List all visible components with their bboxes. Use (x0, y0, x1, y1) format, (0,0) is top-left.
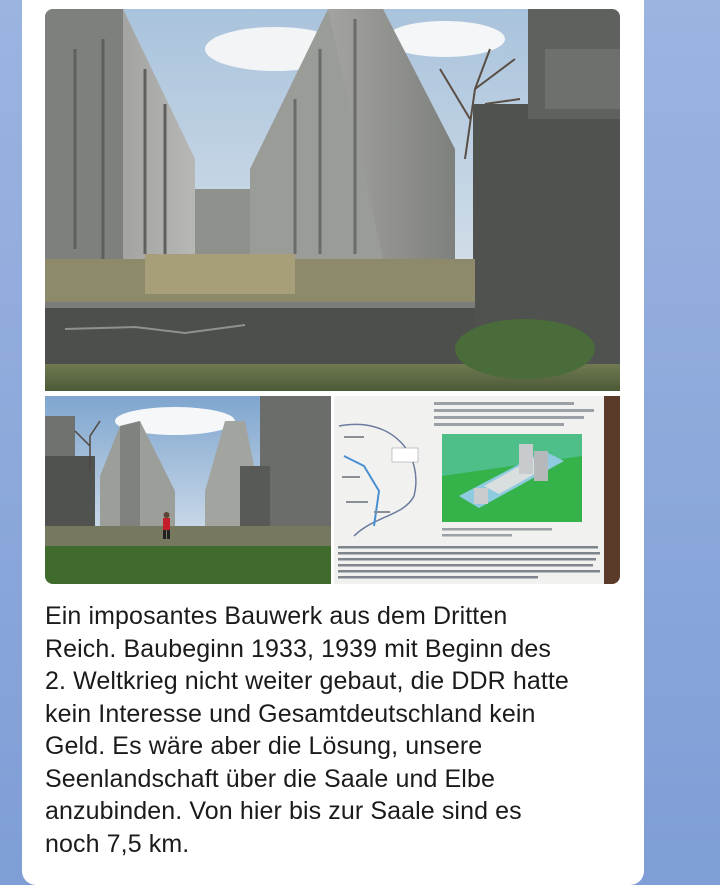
message-text-line: kein Interesse und Gesamtdeutschland kein (45, 699, 536, 728)
message-bubble[interactable] (22, 0, 644, 885)
message-text-line: Geld. Es wäre aber die Lösung, unsere (45, 732, 483, 760)
lock-ruin-photo (45, 9, 620, 391)
photo-main[interactable] (45, 9, 620, 391)
message-text-line: noch 7,5 km. (45, 829, 190, 858)
message-text (45, 600, 630, 860)
lock-ruin-wide-photo (45, 396, 331, 584)
information-board-photo (334, 396, 620, 584)
photo-small-right[interactable] (334, 396, 620, 584)
message-text-line: Ein imposantes Bauwerk aus dem Dritten (45, 602, 508, 630)
person-figure (163, 518, 170, 530)
message-text-line: Seenlandschaft über die Saale und Elbe (45, 764, 495, 793)
message-text-line: anzubinden. Von hier bis zur Saale sind es (45, 797, 522, 825)
photo-small-left[interactable] (45, 396, 331, 584)
message-text-line: 2. Weltkrieg nicht weiter gebaut, die DDR hatte (45, 667, 569, 695)
message-text-line: Reich. Baubeginn 1933, 1939 mit Beginn des (45, 634, 551, 663)
